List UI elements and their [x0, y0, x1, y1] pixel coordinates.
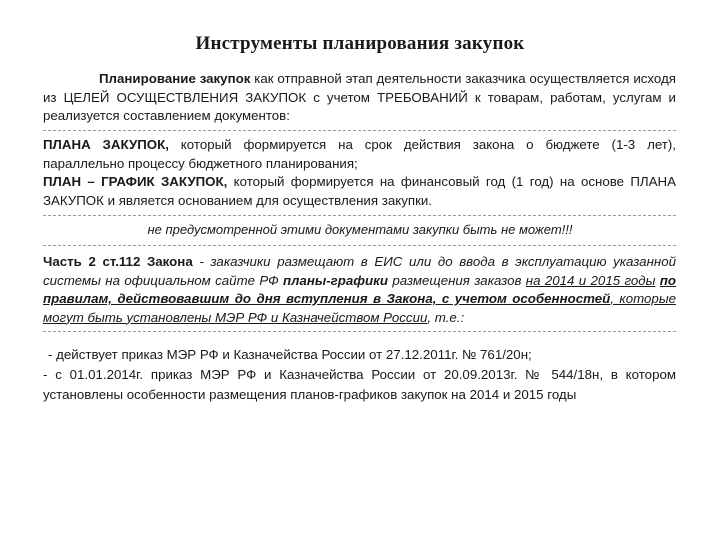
schedule-label: ПЛАН – ГРАФИК ЗАКУПОК, [43, 174, 228, 189]
plans-paragraph [43, 136, 676, 210]
divider [43, 215, 676, 216]
list-item: - с 01.01.2014г. приказ МЭР РФ и Казначейства России от 20.09.2013г. № 544/18н, в котором установлены особенности размещения планов-графиков закупок на 2014 и 2015 годы [43, 367, 676, 402]
law-reference: Часть 2 ст.112 Закона [43, 254, 193, 269]
intro-text: как отправной этап деятельности заказчика осуществляется исходя из ЦЕЛЕЙ ОСУЩЕСТВЛЕНИЯ ЗАКУПОК с учетом ТРЕБОВАНИЙ к товарам, работам, услугам и реализуется составлением документов: [43, 71, 676, 123]
schedule-text: который формируется на финансовый год (1 год) на основе ПЛАНА ЗАКУПОК и является основанием для осуществления закупки. [43, 174, 676, 208]
law-text-4: , т.е.: [427, 309, 465, 325]
law-paragraph [43, 253, 676, 327]
plan-text: который формируется на срок действия закона о бюджете (1-3 лет), [168, 137, 676, 152]
law-rules: по правилам, действовавшим до дня вступления в Закона, с учетом особенностей [43, 272, 677, 306]
law-text-2: размещения заказов [388, 272, 526, 288]
law-years: на 2014 и 2015 годы [525, 272, 656, 288]
divider [43, 245, 676, 246]
schedule-line [43, 173, 676, 210]
page-title: Инструменты планирования закупок [195, 33, 525, 54]
intro-indent [43, 71, 99, 86]
law-plans-graphics: планы-графики [283, 272, 388, 288]
order-list [43, 345, 676, 405]
list-item: - действует приказ МЭР РФ и Казначейства России от 27.12.2011г. № 761/20н; [48, 347, 532, 362]
law-text-1: - заказчики размещают в ЕИС или до ввода в эксплуатацию указанной системы на официальном сайте РФ [43, 254, 676, 288]
intro-paragraph [43, 70, 676, 126]
intro-lead: Планирование закупок [99, 71, 251, 86]
plan-line-2: параллельно процессу бюджетного планирования; [43, 155, 358, 171]
law-authority: , которые могут быть установлены МЭР РФ и Казначейством России [43, 291, 676, 325]
divider [43, 130, 676, 131]
divider [43, 331, 676, 332]
plan-line [43, 136, 676, 155]
plan-label: ПЛАНА ЗАКУПОК, [43, 137, 169, 152]
warning-text: не предусмотренной этими документами закупки быть не может!!! [147, 222, 573, 237]
